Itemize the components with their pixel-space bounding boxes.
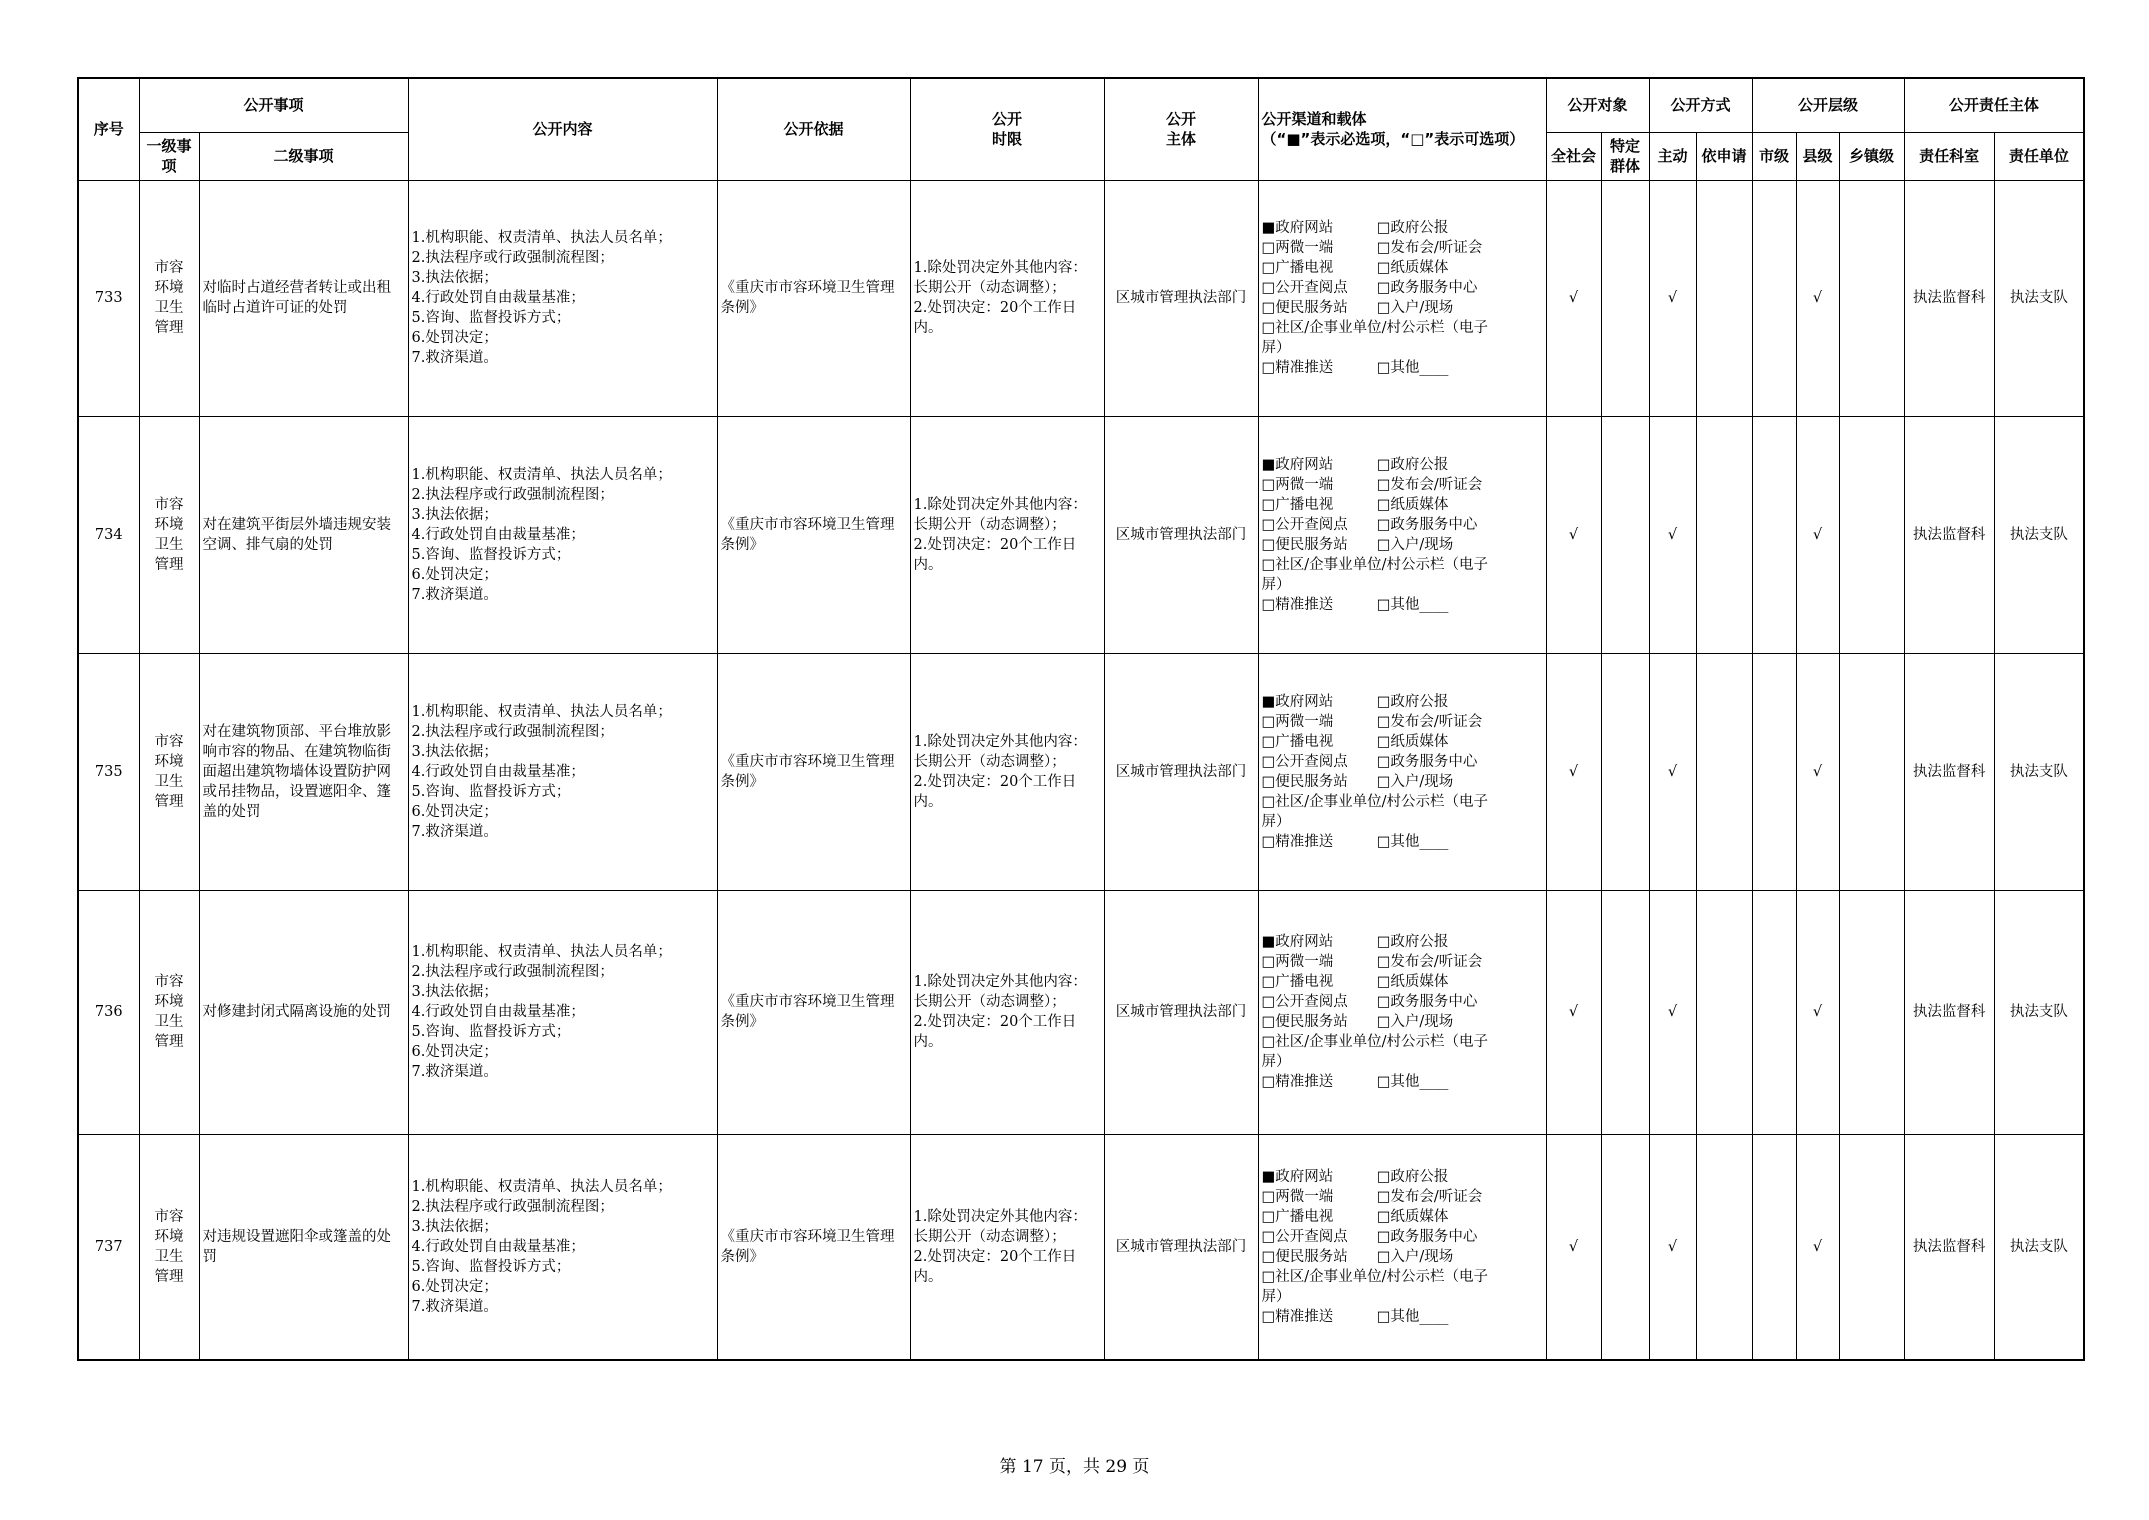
row-basis: 《重庆市市容环境卫生管理条例》: [717, 1134, 910, 1360]
row-level-city: [1752, 653, 1796, 890]
row-matter-l2: 对违规设置遮阳伞或篷盖的处罚: [199, 1134, 408, 1360]
row-level-county: √: [1796, 890, 1839, 1134]
header-basis: 公开依据: [717, 78, 910, 180]
row-level-city: [1752, 416, 1796, 653]
row-subject: 区城市管理执法部门: [1104, 890, 1258, 1134]
header-target-specific: 特定群体: [1601, 132, 1649, 180]
row-level-county: √: [1796, 416, 1839, 653]
header-resp-unit: 责任单位: [1994, 132, 2084, 180]
row-matter-l1: 市容 环境 卫生 管理: [139, 653, 199, 890]
row-method-active: √: [1649, 416, 1696, 653]
row-target-specific: [1601, 180, 1649, 416]
row-target-specific: [1601, 653, 1649, 890]
header-level-city: 市级: [1752, 132, 1796, 180]
header-time-limit: 公开 时限: [910, 78, 1104, 180]
header-matter-l1: 一级事项: [139, 132, 199, 180]
table-row: [78, 180, 2084, 416]
row-level-county: √: [1796, 1134, 1839, 1360]
row-resp-unit: 执法支队: [1994, 1134, 2084, 1360]
header-target: 公开对象: [1546, 78, 1649, 132]
row-level-city: [1752, 1134, 1796, 1360]
row-resp-dept: 执法监督科: [1904, 416, 1994, 653]
row-seq: 737: [78, 1134, 139, 1360]
row-level-town: [1839, 1134, 1904, 1360]
row-resp-unit: 执法支队: [1994, 653, 2084, 890]
row-channel: ■政府网站 □政府公报 □两微一端 □发布会/听证会 □广播电视 □纸质媒体 □公开查阅点 □政务服务中心 □便民服务站 □入户/现场 □社区/企事业单位/村公示栏（电子 屏） □精准推送 □其他____: [1258, 416, 1546, 653]
row-target-all: √: [1546, 180, 1601, 416]
row-level-town: [1839, 653, 1904, 890]
header-method-active: 主动: [1649, 132, 1696, 180]
row-method-active: √: [1649, 1134, 1696, 1360]
row-resp-dept: 执法监督科: [1904, 890, 1994, 1134]
row-time-limit: 1.除处罚决定外其他内容：长期公开（动态调整）； 2.处罚决定：20个工作日内。: [910, 180, 1104, 416]
header-method: 公开方式: [1649, 78, 1752, 132]
row-target-specific: [1601, 416, 1649, 653]
row-target-all: √: [1546, 416, 1601, 653]
row-basis: 《重庆市市容环境卫生管理条例》: [717, 180, 910, 416]
row-method-apply: [1696, 653, 1752, 890]
header-resp: 公开责任主体: [1904, 78, 2084, 132]
row-subject: 区城市管理执法部门: [1104, 416, 1258, 653]
row-target-specific: [1601, 1134, 1649, 1360]
row-content: 1.机构职能、权责清单、执法人员名单； 2.执法程序或行政强制流程图； 3.执法依据； 4.行政处罚自由裁量基准； 5.咨询、监督投诉方式； 6.处罚决定； 7.救济渠道。: [408, 890, 717, 1134]
table-row: [78, 1134, 2084, 1360]
row-matter-l2: 对修建封闭式隔离设施的处罚: [199, 890, 408, 1134]
header-level: 公开层级: [1752, 78, 1904, 132]
row-level-city: [1752, 180, 1796, 416]
row-method-apply: [1696, 890, 1752, 1134]
header-matter: 公开事项: [139, 78, 408, 132]
row-time-limit: 1.除处罚决定外其他内容：长期公开（动态调整）； 2.处罚决定：20个工作日内。: [910, 1134, 1104, 1360]
row-level-town: [1839, 180, 1904, 416]
row-seq: 733: [78, 180, 139, 416]
header-method-apply: 依申请: [1696, 132, 1752, 180]
row-resp-dept: 执法监督科: [1904, 1134, 1994, 1360]
row-method-apply: [1696, 416, 1752, 653]
header-resp-dept: 责任科室: [1904, 132, 1994, 180]
row-matter-l1: 市容 环境 卫生 管理: [139, 890, 199, 1134]
row-matter-l1: 市容 环境 卫生 管理: [139, 416, 199, 653]
header-target-all: 全社会: [1546, 132, 1601, 180]
header-matter-l2: 二级事项: [199, 132, 408, 180]
row-level-town: [1839, 416, 1904, 653]
row-seq: 736: [78, 890, 139, 1134]
row-resp-unit: 执法支队: [1994, 180, 2084, 416]
row-basis: 《重庆市市容环境卫生管理条例》: [717, 416, 910, 653]
row-channel: ■政府网站 □政府公报 □两微一端 □发布会/听证会 □广播电视 □纸质媒体 □公开查阅点 □政务服务中心 □便民服务站 □入户/现场 □社区/企事业单位/村公示栏（电子 屏） □精准推送 □其他____: [1258, 1134, 1546, 1360]
row-content: 1.机构职能、权责清单、执法人员名单； 2.执法程序或行政强制流程图； 3.执法依据； 4.行政处罚自由裁量基准； 5.咨询、监督投诉方式； 6.处罚决定； 7.救济渠道。: [408, 1134, 717, 1360]
row-subject: 区城市管理执法部门: [1104, 653, 1258, 890]
row-method-apply: [1696, 1134, 1752, 1360]
row-resp-dept: 执法监督科: [1904, 653, 1994, 890]
row-matter-l2: 对在建筑物顶部、平台堆放影响市容的物品、在建筑物临街面超出建筑物墙体设置防护网或吊挂物品，设置遮阳伞、篷盖的处罚: [199, 653, 408, 890]
row-basis: 《重庆市市容环境卫生管理条例》: [717, 890, 910, 1134]
row-method-active: √: [1649, 180, 1696, 416]
row-method-active: √: [1649, 653, 1696, 890]
row-target-specific: [1601, 890, 1649, 1134]
row-channel: ■政府网站 □政府公报 □两微一端 □发布会/听证会 □广播电视 □纸质媒体 □公开查阅点 □政务服务中心 □便民服务站 □入户/现场 □社区/企事业单位/村公示栏（电子 屏） □精准推送 □其他____: [1258, 890, 1546, 1134]
header-channel: 公开渠道和载体 （“■”表示必选项，“□”表示可选项）: [1258, 78, 1546, 180]
row-channel: ■政府网站 □政府公报 □两微一端 □发布会/听证会 □广播电视 □纸质媒体 □公开查阅点 □政务服务中心 □便民服务站 □入户/现场 □社区/企事业单位/村公示栏（电子 屏） □精准推送 □其他____: [1258, 180, 1546, 416]
row-matter-l1: 市容 环境 卫生 管理: [139, 1134, 199, 1360]
header-content: 公开内容: [408, 78, 717, 180]
header-subject: 公开 主体: [1104, 78, 1258, 180]
row-time-limit: 1.除处罚决定外其他内容：长期公开（动态调整）； 2.处罚决定：20个工作日内。: [910, 416, 1104, 653]
row-matter-l1: 市容 环境 卫生 管理: [139, 180, 199, 416]
row-resp-unit: 执法支队: [1994, 416, 2084, 653]
row-resp-unit: 执法支队: [1994, 890, 2084, 1134]
row-content: 1.机构职能、权责清单、执法人员名单； 2.执法程序或行政强制流程图； 3.执法依据； 4.行政处罚自由裁量基准； 5.咨询、监督投诉方式； 6.处罚决定； 7.救济渠道。: [408, 416, 717, 653]
table-row: [78, 890, 2084, 1134]
row-content: 1.机构职能、权责清单、执法人员名单； 2.执法程序或行政强制流程图； 3.执法依据； 4.行政处罚自由裁量基准； 5.咨询、监督投诉方式； 6.处罚决定； 7.救济渠道。: [408, 180, 717, 416]
row-matter-l2: 对临时占道经营者转让或出租临时占道许可证的处罚: [199, 180, 408, 416]
row-resp-dept: 执法监督科: [1904, 180, 1994, 416]
page-footer: 第 17 页，共 29 页: [999, 1457, 1150, 1477]
row-channel: ■政府网站 □政府公报 □两微一端 □发布会/听证会 □广播电视 □纸质媒体 □公开查阅点 □政务服务中心 □便民服务站 □入户/现场 □社区/企事业单位/村公示栏（电子 屏） □精准推送 □其他____: [1258, 653, 1546, 890]
row-seq: 735: [78, 653, 139, 890]
row-subject: 区城市管理执法部门: [1104, 1134, 1258, 1360]
header-level-county: 县级: [1796, 132, 1839, 180]
table-row: [78, 653, 2084, 890]
row-basis: 《重庆市市容环境卫生管理条例》: [717, 653, 910, 890]
header-level-town: 乡镇级: [1839, 132, 1904, 180]
disclosure-table: [77, 77, 2085, 1361]
row-seq: 734: [78, 416, 139, 653]
row-level-county: √: [1796, 180, 1839, 416]
row-target-all: √: [1546, 1134, 1601, 1360]
header-seq: 序号: [78, 78, 139, 180]
row-content: 1.机构职能、权责清单、执法人员名单； 2.执法程序或行政强制流程图； 3.执法依据； 4.行政处罚自由裁量基准； 5.咨询、监督投诉方式； 6.处罚决定； 7.救济渠道。: [408, 653, 717, 890]
row-target-all: √: [1546, 653, 1601, 890]
row-level-city: [1752, 890, 1796, 1134]
row-target-all: √: [1546, 890, 1601, 1134]
row-level-county: √: [1796, 653, 1839, 890]
row-subject: 区城市管理执法部门: [1104, 180, 1258, 416]
row-method-apply: [1696, 180, 1752, 416]
table-row: [78, 416, 2084, 653]
row-matter-l2: 对在建筑平街层外墙违规安装空调、排气扇的处罚: [199, 416, 408, 653]
row-method-active: √: [1649, 890, 1696, 1134]
row-time-limit: 1.除处罚决定外其他内容：长期公开（动态调整）； 2.处罚决定：20个工作日内。: [910, 890, 1104, 1134]
row-level-town: [1839, 890, 1904, 1134]
row-time-limit: 1.除处罚决定外其他内容：长期公开（动态调整）； 2.处罚决定：20个工作日内。: [910, 653, 1104, 890]
